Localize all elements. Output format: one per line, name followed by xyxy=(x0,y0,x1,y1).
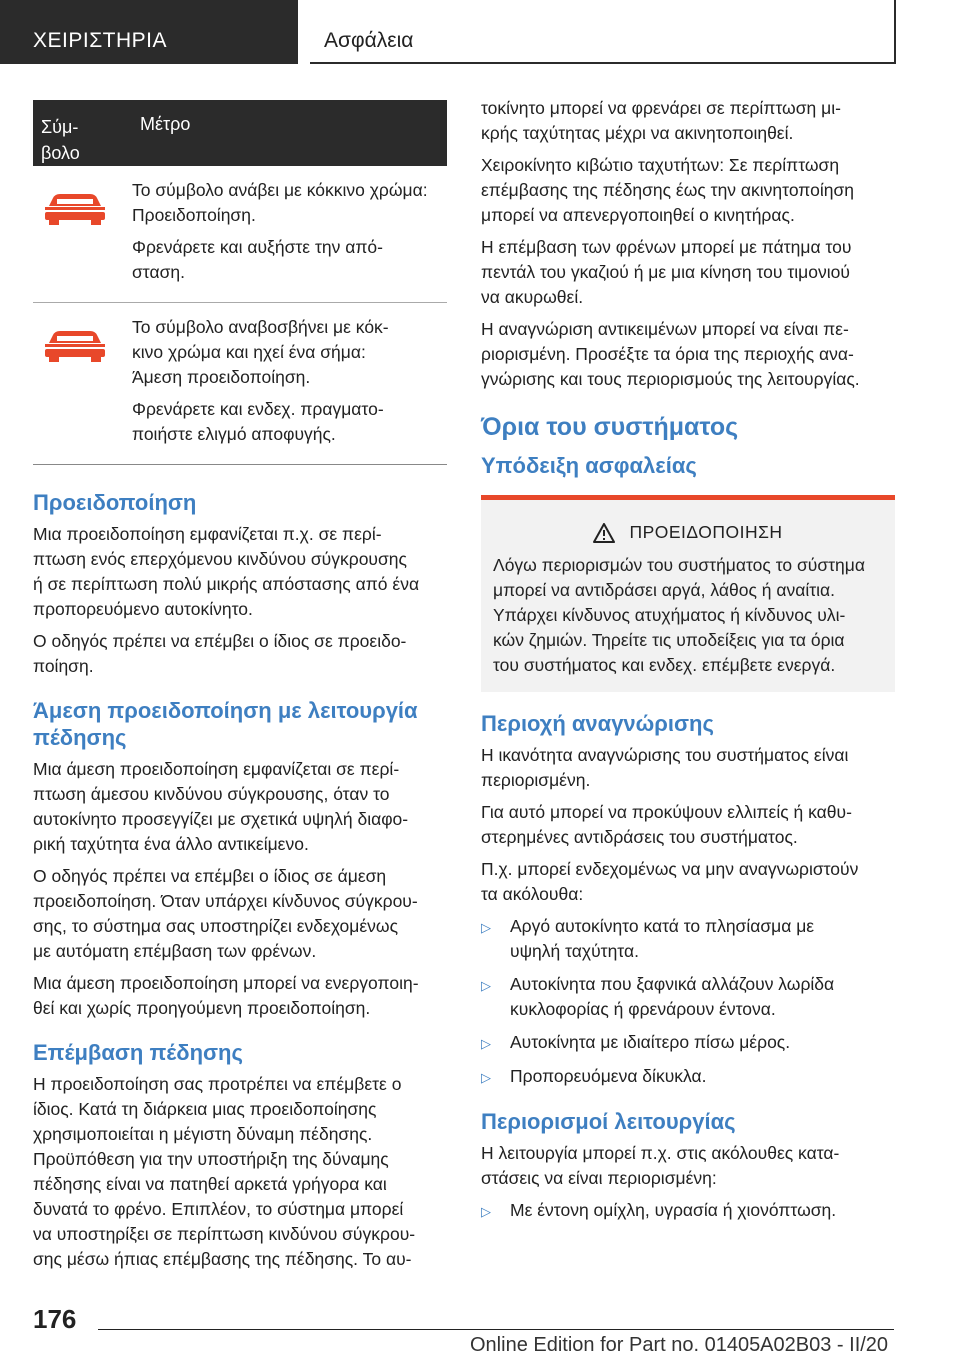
list-item: ▷ Με έντονη ομίχλη, υγρασία ή χιονόπτωση. xyxy=(481,1198,895,1224)
heading-system-limits: Όρια του συστήματος xyxy=(481,413,739,441)
paragraph: Μια άμεση προειδοποίηση εμφανίζεται σε περί- πτωση άμεσου κινδύνου σύγκρουσης, όταν το αυτοκίνητο προσεγγίζει με σχετικά υψηλή διαφο- ρική ταχύτητα ένα άλλο αντικείμενο. xyxy=(33,759,409,854)
paragraph: Ο οδηγός πρέπει να επέμβει ο ίδιος σε άμεση προειδοποίηση. Όταν υπάρχει κίνδυνος σύγκρου- σης, το σύστημα σας υποστηρίζει ενδεχομένως με αυτόματη επέμβαση των φρένων. xyxy=(33,866,418,961)
row1-text: Το σύμβολο ανάβει με κόκκινο χρώμα: Προειδοποίηση. xyxy=(132,180,428,225)
table-row xyxy=(33,166,447,303)
list-item: ▷ Αυτοκίνητα με ιδιαίτερο πίσω μέρος. xyxy=(481,1030,895,1056)
paragraph: Π.χ. μπορεί ενδεχομένως να μην αναγνωριστούν τα ακόλουθα: xyxy=(481,859,859,904)
paragraph: Η ικανότητα αναγνώρισης του συστήματος είναι περιορισμένη. xyxy=(481,745,849,790)
heading-brake-intervention: Επέμβαση πέδησης xyxy=(33,1040,243,1065)
table-row xyxy=(33,303,447,465)
paragraph: τοκίνητο μπορεί να φρενάρει σε περίπτωση μι- κρής ταχύτητας μέχρι να ακινητοποιηθεί. xyxy=(481,98,841,143)
heading-function-limits: Περιορισμοί λειτουργίας xyxy=(481,1109,736,1134)
bullet-triangle-icon: ▷ xyxy=(481,978,491,993)
car-warning-icon xyxy=(43,186,107,302)
bullet-triangle-icon: ▷ xyxy=(481,920,491,935)
section-title: Ασφάλεια xyxy=(324,29,414,52)
col-symbol-header: Σύμ- βολο xyxy=(41,117,80,163)
paragraph: Η προειδοποίηση σας προτρέπει να επέμβετε ο ίδιος. Κατά τη διάρκεια μιας προειδοποίησης χρησιμοποιείται η μέγιστη δύναμη πέδησης. Προϋπόθεση για την υποστήριξη της δύναμης πέδησης είναι να πατηθεί αρκετά γρήγορα και δυνατά το φρένο. Επιπλέον, το σύστημα μπορεί να υποστηρίξει σε περίπτωση κινδύνου σύγκρου- σης μέσω ήπιας επέμβασης της πέδησης. Το αυ- xyxy=(33,1074,416,1269)
paragraph: Ο οδηγός πρέπει να επέμβει ο ίδιος σε προειδο- ποίηση. xyxy=(33,631,407,676)
chapter-title: ΧΕΙΡΙΣΤΗΡΙΑ xyxy=(33,29,168,52)
bullet-triangle-icon: ▷ xyxy=(481,1070,491,1085)
paragraph: Μια άμεση προειδοποίηση μπορεί να ενεργοποιη- θεί και χωρίς προηγούμενη προειδοποίηση. xyxy=(33,973,419,1018)
chapter-tab xyxy=(0,0,298,64)
row1-measure: Φρενάρετε και αυξήστε την από- σταση. xyxy=(132,237,383,282)
right-column xyxy=(481,96,895,1232)
warning-title: ΠΡΟΕΙΔΟΠΟΙΗΣΗ xyxy=(629,522,783,542)
page-number: 176 xyxy=(33,1304,77,1334)
section-tab xyxy=(310,0,896,64)
heading-warning: Προειδοποίηση xyxy=(33,490,197,515)
paragraph: Η επέμβαση των φρένων μπορεί με πάτημα του πεντάλ του γκαζιού ή με μια κίνηση του τιμονιού να ακυρωθεί. xyxy=(481,237,852,307)
row2-text: Το σύμβολο αναβοσβήνει με κόκ- κινο χρώμα και ηχεί ένα σήμα: Άμεση προειδοποίηση. xyxy=(132,317,389,387)
col-measure-header: Μέτρο xyxy=(140,114,191,134)
list-item: ▷ Προπορευόμενα δίκυκλα. xyxy=(481,1064,895,1090)
heading-direct-warning: Άμεση προειδοποίηση με λειτουργία πέδησης xyxy=(33,698,418,750)
footer-edition: Online Edition for Part no. 01405A02B03 - II/20 xyxy=(470,1334,889,1356)
car-warning-icon xyxy=(43,323,107,464)
paragraph: Για αυτό μπορεί να προκύψουν ελλιπείς ή καθυ- στερημένες αντιδράσεις του συστήματος. xyxy=(481,802,852,847)
heading-safety-note: Υπόδειξη ασφαλείας xyxy=(481,453,697,478)
page-header xyxy=(0,0,960,64)
footer-rule xyxy=(98,1329,894,1330)
bullet-triangle-icon: ▷ xyxy=(481,1036,491,1051)
warning-triangle-icon xyxy=(593,523,615,543)
paragraph: Μια προειδοποίηση εμφανίζεται π.χ. σε περί- πτωση ενός επερχόμενου κινδύνου σύγκρουσης ή σε περίπτωση πολύ μικρής απόστασης από ένα προπορευόμενο αυτοκίνητο. xyxy=(33,524,420,619)
list-item: ▷ Αυτοκίνητα που ξαφνικά αλλάζουν λωρίδα κυκλοφορίας ή φρενάρουν έντονα. xyxy=(481,972,895,1022)
list-item: ▷ Αργό αυτοκίνητο κατά το πλησίασμα με υψηλή ταχύτητα. xyxy=(481,914,895,964)
bullet-triangle-icon: ▷ xyxy=(481,1204,491,1219)
paragraph: Η αναγνώριση αντικειμένων μπορεί να είναι πε- ριορισμένη. Προσέξτε τα όρια της περιοχής ανα- γνώρισης και τους περιορισμούς της λειτουργίας. xyxy=(481,319,860,389)
left-column xyxy=(33,100,447,1279)
warning-box xyxy=(481,495,895,692)
table-header xyxy=(33,100,447,166)
paragraph: Η λειτουργία μπορεί π.χ. στις ακόλουθες κατα- στάσεις να είναι περιορισμένη: xyxy=(481,1143,840,1188)
paragraph: Χειροκίνητο κιβώτιο ταχυτήτων: Σε περίπτωση επέμβασης της πέδησης έως την ακινητοποίηση μπορεί να απενεργοποιηθεί ο κινητήρας. xyxy=(481,155,855,225)
warning-text: Λόγω περιορισμών του συστήματος το σύστημα μπορεί να αντιδράσει αργά, λάθος ή αναίτια. Υπάρχει κίνδυνος ατυχήματος ή κίνδυνος υλι- κών ζημιών. Τηρείτε τις υποδείξεις για τα όρια του συστήματος και ενδεχ. επέμβετε ενεργά. xyxy=(493,555,865,675)
row2-measure: Φρενάρετε και ενδεχ. πραγματο- ποιήστε ελιγμό αποφυγής. xyxy=(132,399,384,444)
heading-detection-area: Περιοχή αναγνώρισης xyxy=(481,711,714,736)
